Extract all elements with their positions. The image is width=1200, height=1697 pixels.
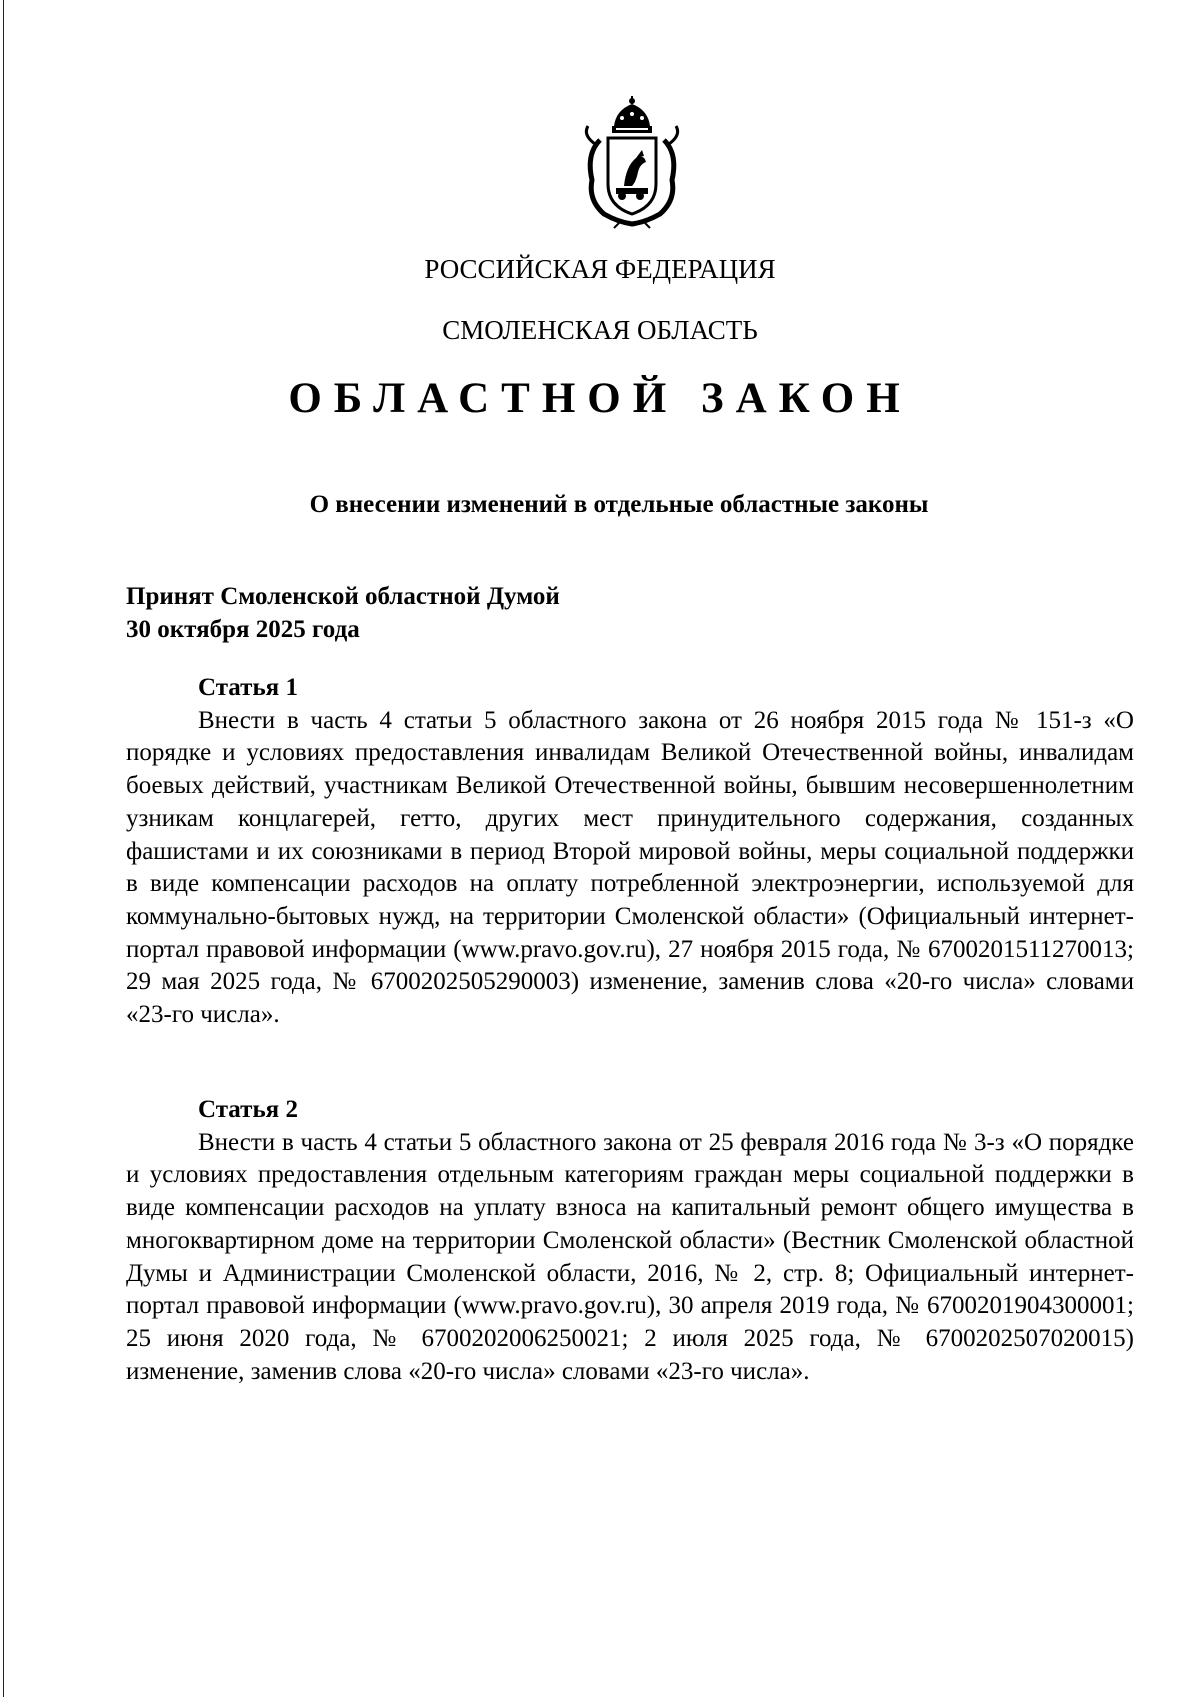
adoption-date: 30 октября 2025 года xyxy=(126,616,360,643)
article-2 xyxy=(126,1094,1134,1388)
article-heading: Статья 1 xyxy=(198,674,298,701)
article-text: Внести в часть 4 статьи 5 областного закона от 26 ноября 2015 года № 151-з «О порядке и условиях предоставления инвалидам Великой Отечественной войны, инвалидам боевых действий, участникам Великой Отечественной войны, бывшим несовершеннолетним узникам концлагерей, гетто, других мест принудительного содержания, созданных фашистами и их союзниками в период Второй мировой войны, меры социальной поддержки в виде компенсации расходов на оплату потребленной электроэнергии, используемой для коммунально-бытовых нужд, на территории Смоленской области» (Официальный интернет-портал правовой информации (www.pravo.gov.ru), 27 ноября 2015 года, № 6700201511270013; 29 мая 2025 года, № 6700202505290003) изменение, заменив слова «20-го числа» словами «23-го числа». xyxy=(126,706,1134,1029)
adoption-block xyxy=(126,580,826,646)
adoption-line-1: Принят Смоленской областной Думой xyxy=(126,583,560,610)
article-text: Внести в часть 4 статьи 5 областного закона от 25 февраля 2016 года № 3-з «О порядке и условиях предоставления отдельным категориям граждан меры социальной поддержки в виде компенсации расходов на уплату взноса на капитальный ремонт общего имущества в многоквартирном доме на территории Смоленской области» (Вестник Смоленской областной Думы и Администрации Смоленской области, 2016, № 2, стр. 8; Официальный интернет-портал правовой информации (www.pravo.gov.ru), 30 апреля 2019 года, № 6700201904300001; 25 июня 2020 года, № 6700202006250021; 2 июля 2025 года, № 6700202507020015) изменение, заменив слова «20-го числа» словами «23-го числа». xyxy=(126,1128,1134,1385)
article-heading: Статья 2 xyxy=(198,1096,298,1123)
federation-heading: РОССИЙСКАЯ ФЕДЕРАЦИЯ xyxy=(424,254,776,284)
smolensk-coat-of-arms-icon xyxy=(578,96,686,230)
law-title: О внесении изменений в отдельные областные законы xyxy=(309,491,929,518)
region-heading: СМОЛЕНСКАЯ ОБЛАСТЬ xyxy=(442,315,758,345)
document-type-heading: ОБЛАСТНОЙ ЗАКОН xyxy=(288,375,912,422)
article-1 xyxy=(126,672,1134,1032)
